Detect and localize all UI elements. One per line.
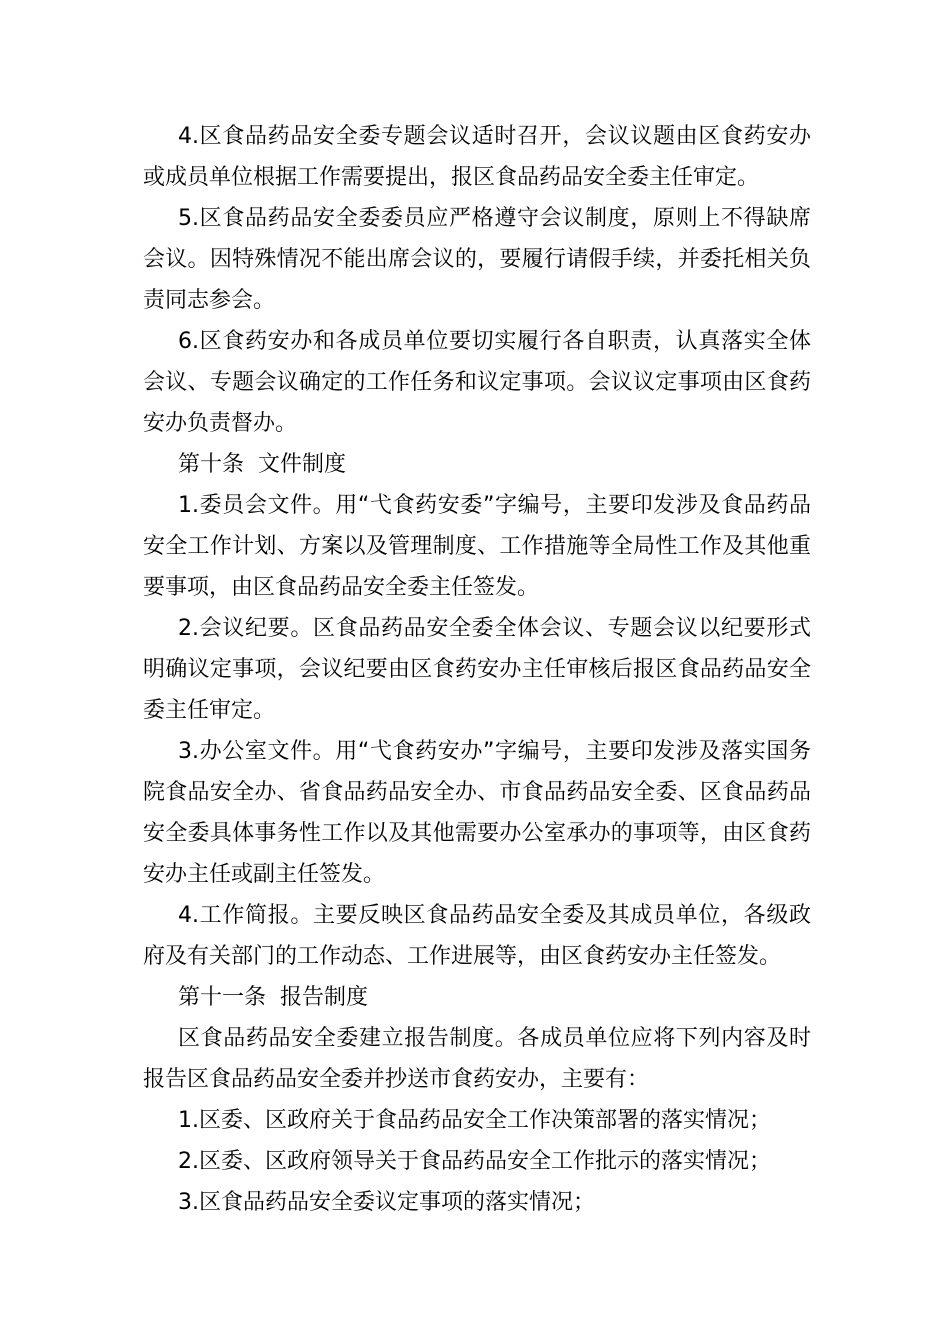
paragraph-file-2: 2.会议纪要。区食品药品安全委全体会议、专题会议以纪要形式明确议定事项，会议纪要由区食药安办主任审核后报区食品药品安全委主任审定。 [143,616,811,723]
paragraph-file-4: 4.工作简报。主要反映区食品药品安全委及其成员单位，各级政府及有关部门的工作动态、工作进展等，由区食药安办主任签发。 [143,903,811,969]
document-body [143,116,811,1223]
paragraph-report-intro: 区食品药品安全委建立报告制度。各成员单位应将下列内容及时报告区食品药品安全委并抄送市食药安办，主要有： [143,1026,811,1092]
paragraph-report-1: 1.区委、区政府关于食品药品安全工作决策部署的落实情况； [178,1108,771,1133]
paragraph-report-3: 3.区食品药品安全委议定事项的落实情况； [178,1190,595,1215]
paragraph-report-2: 2.区委、区政府领导关于食品药品安全工作批示的落实情况； [178,1149,771,1174]
article-11-heading: 第十一条 报告制度 [178,985,368,1010]
paragraph-meeting-5: 5.区食品药品安全委委员应严格遵守会议制度，原则上不得缺席会议。因特殊情况不能出席会议的，要履行请假手续，并委托相关负责同志参会。 [143,206,811,313]
paragraph-meeting-4: 4.区食品药品安全委专题会议适时召开，会议议题由区食药安办或成员单位根据工作需要提出，报区食品药品安全委主任审定。 [143,124,811,190]
article-10-heading: 第十条 文件制度 [178,452,346,477]
paragraph-file-1: 1.委员会文件。用“弋食药安委”字编号，主要印发涉及食品药品安全工作计划、方案以及管理制度、工作措施等全局性工作及其他重要事项，由区食品药品安全委主任签发。 [143,493,811,600]
paragraph-meeting-6: 6.区食药安办和各成员单位要切实履行各自职责，认真落实全体会议、专题会议确定的工作任务和议定事项。会议议定事项由区食药安办负责督办。 [143,329,811,436]
paragraph-file-3: 3.办公室文件。用“弋食药安办”字编号，主要印发涉及落实国务院食品安全办、省食品药品安全办、市食品药品安全委、区食品药品安全委具体事务性工作以及其他需要办公室承办的事项等，由区食药安办主任或副主任签发。 [143,739,811,887]
